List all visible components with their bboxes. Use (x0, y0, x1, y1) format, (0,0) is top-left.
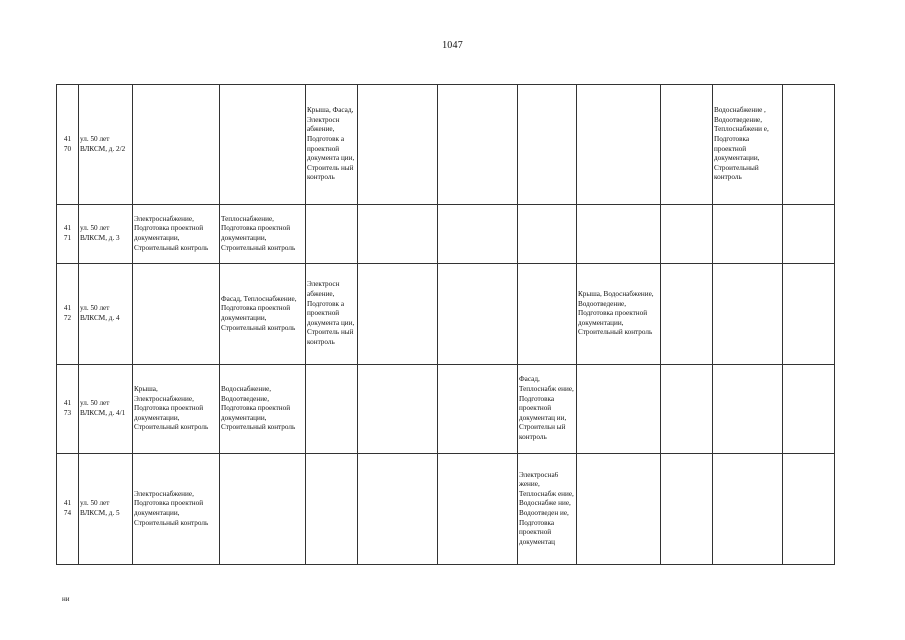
address-cell: ул. 50 лет ВЛКСМ, д. 4/1 (79, 365, 133, 454)
work-cell (438, 205, 518, 264)
address-cell: ул. 50 лет ВЛКСМ, д. 5 (79, 454, 133, 565)
work-cell (358, 454, 438, 565)
work-cell (713, 205, 783, 264)
table-row (57, 264, 835, 365)
work-cell (133, 264, 220, 365)
work-cell (438, 454, 518, 565)
work-cell (306, 205, 358, 264)
work-cell (133, 85, 220, 205)
work-cell: Электроснабжение, Подготовка проектной документации, Строительный контроль (133, 454, 220, 565)
work-cell (783, 205, 835, 264)
work-cell (783, 85, 835, 205)
work-cell (306, 454, 358, 565)
address-cell: ул. 50 лет ВЛКСМ, д. 4 (79, 264, 133, 365)
work-cell: Фасад, Теплоснабжение, Подготовка проектной документации, Строительный контроль (220, 264, 306, 365)
work-cell (713, 454, 783, 565)
work-cell (661, 454, 713, 565)
work-cell (713, 365, 783, 454)
work-cell (783, 264, 835, 365)
work-cell (783, 365, 835, 454)
address-cell: ул. 50 лет ВЛКСМ, д. 2/2 (79, 85, 133, 205)
row-number: 41 72 (57, 264, 79, 365)
table-row (57, 454, 835, 565)
page-number: 1047 (442, 40, 463, 51)
work-cell: Теплоснабжение, Подготовка проектной документации, Строительный контроль (220, 205, 306, 264)
work-cell: Фасад, Теплоснабж ение, Подготовка проектной документац ии, Строительн ый контроль (518, 365, 577, 454)
address-cell: ул. 50 лет ВЛКСМ, д. 3 (79, 205, 133, 264)
work-cell (358, 264, 438, 365)
work-cell: Электроснабжение, Подготовка проектной документации, Строительный контроль (133, 205, 220, 264)
table-row (57, 365, 835, 454)
work-cell (577, 85, 661, 205)
work-cell (518, 264, 577, 365)
work-cell (438, 365, 518, 454)
schedule-table (56, 84, 835, 565)
work-cell (661, 85, 713, 205)
work-cell (577, 454, 661, 565)
work-cell (713, 264, 783, 365)
work-cell: Водоснабжение, Водоотведение, Подготовка проектной документации, Строительный контроль (220, 365, 306, 454)
work-cell (358, 85, 438, 205)
work-cell (661, 365, 713, 454)
footer-mark: ни (62, 595, 70, 603)
work-cell (518, 85, 577, 205)
work-cell: Электросна6 жение, Теплоснабж ение, Водоснабже ние, Водоотведен ие, Подготовка проектной документац (518, 454, 577, 565)
row-number: 41 71 (57, 205, 79, 264)
row-number: 41 73 (57, 365, 79, 454)
work-cell: Электросн абжение, Подготовк а проектной документа ции, Строитель ный контроль (306, 264, 358, 365)
work-cell: Крыша, Электроснабжение, Подготовка проектной документации, Строительный контроль (133, 365, 220, 454)
table-row (57, 205, 835, 264)
work-cell (661, 205, 713, 264)
work-cell (438, 264, 518, 365)
work-cell (438, 85, 518, 205)
work-cell (783, 454, 835, 565)
work-cell (306, 365, 358, 454)
work-cell (358, 365, 438, 454)
work-cell (358, 205, 438, 264)
work-cell: Водоснабжение , Водоотведение, Теплоснабжени е, Подготовка проектной документации, Строительный контроль (713, 85, 783, 205)
work-cell (220, 85, 306, 205)
work-cell (577, 365, 661, 454)
table-row (57, 85, 835, 205)
work-cell: Крыша, Водоснабжение, Водоотведение, Подготовка проектной документации, Строительный контроль (577, 264, 661, 365)
row-number: 41 74 (57, 454, 79, 565)
work-cell (220, 454, 306, 565)
work-cell (518, 205, 577, 264)
work-cell: Крыша, Фасад, Электросн абжение, Подготовк а проектной документа ции, Строитель ный контроль (306, 85, 358, 205)
work-cell (661, 264, 713, 365)
row-number: 41 70 (57, 85, 79, 205)
work-cell (577, 205, 661, 264)
